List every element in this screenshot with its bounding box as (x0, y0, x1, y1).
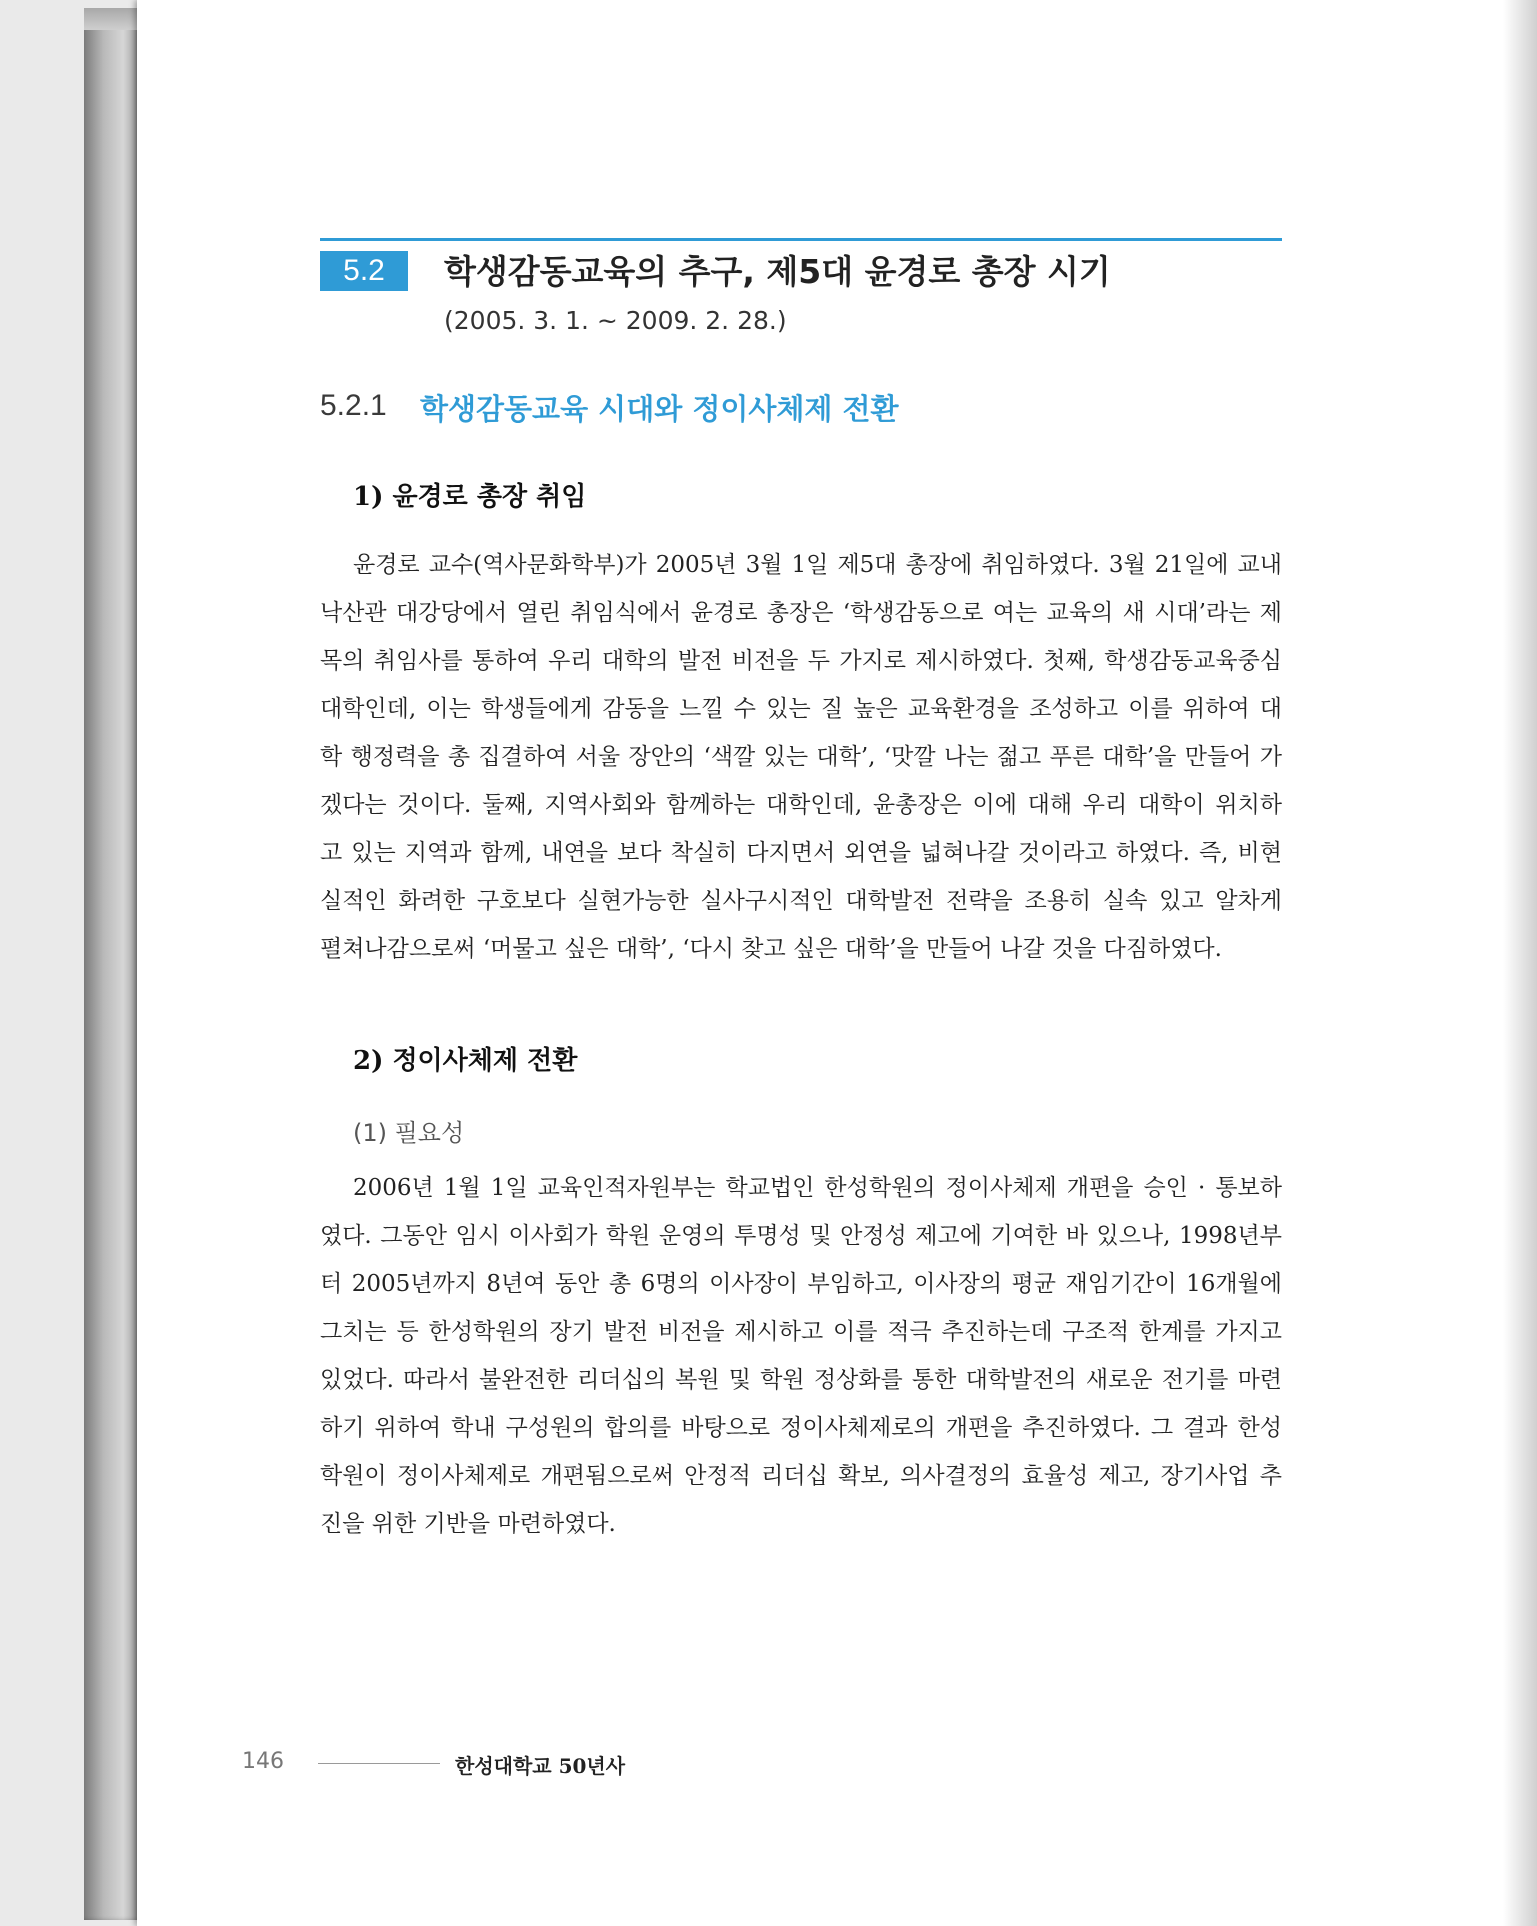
footer-book-title: 한성대학교 50년사 (455, 1754, 626, 1778)
paragraph-line: 대학인데, 이는 학생들에게 감동을 느낄 수 있는 질 높은 교육환경을 조성하고 이를 위하여 대 (320, 696, 1282, 722)
page-number: 146 (242, 1749, 284, 1774)
footer-rule (318, 1763, 440, 1764)
book-spine-top (84, 8, 140, 30)
book-spine (84, 8, 140, 1920)
paragraph-line: 펼쳐나감으로써 ‘머물고 싶은 대학’, ‘다시 찾고 싶은 대학’을 만들어 나갈 것을 다짐하였다. (320, 936, 1222, 962)
part1-paragraph (320, 541, 1282, 973)
paragraph-line: 학원이 정이사체제로 개편됨으로써 안정적 리더십 확보, 의사결정의 효율성 제고, 장기사업 추 (320, 1463, 1282, 1489)
paragraph-line: 그치는 등 한성학원의 장기 발전 비전을 제시하고 이를 적극 추진하는데 구조적 한계를 가지고 (320, 1319, 1282, 1345)
paragraph-line: 윤경로 교수(역사문화학부)가 2005년 3월 1일 제5대 총장에 취임하였다. 3월 21일에 교내 (353, 552, 1282, 578)
paragraph-line: 낙산관 대강당에서 열린 취임식에서 윤경로 총장은 ‘학생감동으로 여는 교육의 새 시대’라는 제 (320, 600, 1282, 626)
section-rule (320, 238, 1282, 241)
paragraph-line: 실적인 화려한 구호보다 실현가능한 실사구시적인 대학발전 전략을 조용히 실속 있고 알차게 (320, 888, 1282, 914)
paragraph-line: 하기 위하여 학내 구성원의 합의를 바탕으로 정이사체제로의 개편을 추진하였다. 그 결과 한성 (320, 1415, 1282, 1441)
part1-heading: 1) 윤경로 총장 취임 (353, 482, 587, 512)
part2-subheading: (1) 필요성 (353, 1119, 465, 1147)
part2-heading: 2) 정이사체제 전환 (353, 1046, 578, 1076)
paragraph-line: 터 2005년까지 8년여 동안 총 6명의 이사장이 부임하고, 이사장의 평균 재임기간이 16개월에 (320, 1271, 1282, 1297)
page-shade (1503, 0, 1537, 1926)
paragraph-line: 였다. 그동안 임시 이사회가 학원 운영의 투명성 및 안정성 제고에 기여한 바 있으나, 1998년부 (320, 1223, 1282, 1249)
section-number-badge: 5.2 (320, 251, 408, 291)
part2-paragraph (320, 1164, 1282, 1548)
section-title: 학생감동교육의 추구, 제5대 윤경로 총장 시기 (444, 252, 1111, 291)
paragraph-line: 학 행정력을 총 집결하여 서울 장안의 ‘색깔 있는 대학’, ‘맛깔 나는 젊고 푸른 대학’을 만들어 가 (320, 744, 1282, 770)
subsection-title: 학생감동교육 시대와 정이사체제 전환 (420, 392, 899, 426)
paragraph-line: 목의 취임사를 통하여 우리 대학의 발전 비전을 두 가지로 제시하였다. 첫째, 학생감동교육중심 (320, 648, 1282, 674)
section-dates: (2005. 3. 1. ~ 2009. 2. 28.) (444, 306, 787, 335)
paragraph-line: 2006년 1월 1일 교육인적자원부는 학교법인 한성학원의 정이사체제 개편을 승인 · 통보하 (353, 1175, 1282, 1201)
paragraph-line: 겠다는 것이다. 둘째, 지역사회와 함께하는 대학인데, 윤총장은 이에 대해 우리 대학이 위치하 (320, 792, 1282, 818)
subsection-number: 5.2.1 (320, 389, 387, 422)
paragraph-line: 진을 위한 기반을 마련하였다. (320, 1511, 616, 1537)
paragraph-line: 있었다. 따라서 불완전한 리더십의 복원 및 학원 정상화를 통한 대학발전의 새로운 전기를 마련 (320, 1367, 1282, 1393)
paragraph-line: 고 있는 지역과 함께, 내연을 보다 착실히 다지면서 외연을 넓혀나갈 것이라고 하였다. 즉, 비현 (320, 840, 1282, 866)
